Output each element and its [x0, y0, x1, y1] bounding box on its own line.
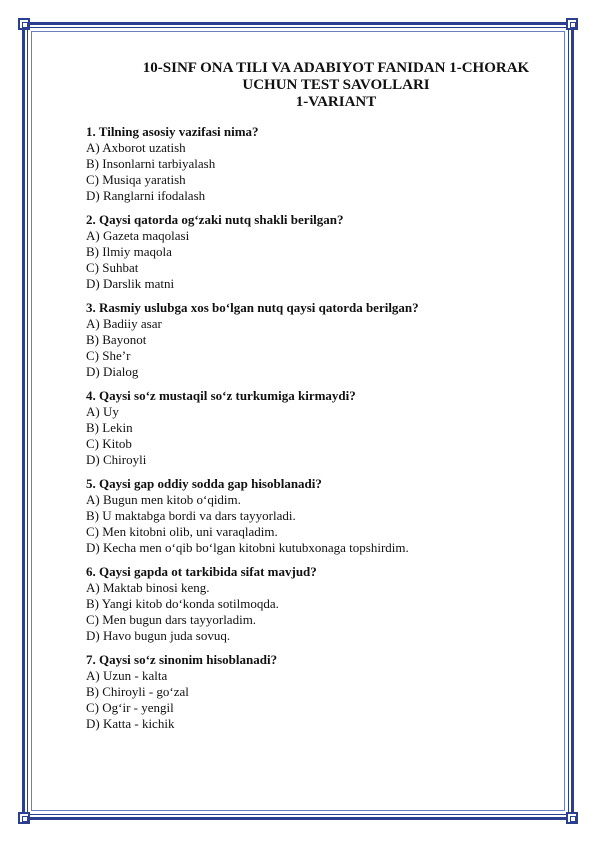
answer-option: A) Badiiy asar	[86, 316, 162, 331]
question-text: 4. Qaysi so‘z mustaqil so‘z turkumiga kirmaydi?	[86, 388, 356, 403]
title-line: UCHUN TEST SAVOLLARI	[242, 77, 430, 93]
answer-option: D) Kecha men o‘qib bo‘lgan kitobni kutubxonaga topshirdim.	[86, 540, 409, 555]
corner-ornament	[18, 18, 30, 30]
question-text: 1. Tilning asosiy vazifasi nima?	[86, 124, 259, 139]
answer-option: A) Bugun men kitob o‘qidim.	[86, 492, 241, 507]
question-text: 5. Qaysi gap oddiy sodda gap hisoblanadi?	[86, 476, 322, 491]
answer-option: A) Gazeta maqolasi	[86, 228, 190, 243]
corner-ornament	[18, 812, 30, 824]
answer-option: C) Musiqa yaratish	[86, 172, 186, 187]
answer-option: C) Og‘ir - yengil	[86, 700, 174, 715]
answer-option: D) Ranglarni ifodalash	[86, 188, 206, 203]
corner-ornament	[566, 812, 578, 824]
question-7	[86, 651, 546, 732]
answer-option: D) Katta - kichik	[86, 716, 175, 731]
answer-option: B) Chiroyli - go‘zal	[86, 684, 189, 699]
answer-option: A) Uzun - kalta	[86, 668, 168, 683]
title-line: 10-SINF ONA TILI VA ADABIYOT FANIDAN 1-CHORAK	[142, 60, 530, 76]
question-5	[86, 475, 546, 556]
answer-option: B) U maktabga bordi va dars tayyorladi.	[86, 508, 296, 523]
document-body	[86, 60, 546, 739]
title-line: 1-VARIANT	[295, 94, 377, 110]
answer-option: D) Chiroyli	[86, 452, 147, 467]
answer-option: B) Insonlarni tarbiyalash	[86, 156, 216, 171]
corner-ornament	[566, 18, 578, 30]
answer-option: C) She’r	[86, 348, 131, 363]
question-text: 3. Rasmiy uslubga xos bo‘lgan nutq qaysi qatorda berilgan?	[86, 300, 419, 315]
answer-option: B) Lekin	[86, 420, 133, 435]
question-4	[86, 387, 546, 468]
question-2	[86, 211, 546, 292]
answer-option: B) Yangi kitob do‘konda sotilmoqda.	[86, 596, 279, 611]
question-text: 7. Qaysi so‘z sinonim hisoblanadi?	[86, 652, 278, 667]
answer-option: C) Suhbat	[86, 260, 139, 275]
answer-option: D) Darslik matni	[86, 276, 175, 291]
answer-option: B) Bayonot	[86, 332, 147, 347]
answer-option: A) Axborot uzatish	[86, 140, 186, 155]
answer-option: C) Men bugun dars tayyorladim.	[86, 612, 257, 627]
question-6	[86, 563, 546, 644]
document-title	[86, 60, 546, 111]
answer-option: A) Uy	[86, 404, 119, 419]
question-1	[86, 123, 546, 204]
answer-option: C) Kitob	[86, 436, 132, 451]
question-text: 6. Qaysi gapda ot tarkibida sifat mavjud?	[86, 564, 317, 579]
answer-option: C) Men kitobni olib, uni varaqladim.	[86, 524, 278, 539]
answer-option: A) Maktab binosi keng.	[86, 580, 210, 595]
answer-option: B) Ilmiy maqola	[86, 244, 172, 259]
question-3	[86, 299, 546, 380]
answer-option: D) Dialog	[86, 364, 139, 379]
answer-option: D) Havo bugun juda sovuq.	[86, 628, 231, 643]
question-text: 2. Qaysi qatorda og‘zaki nutq shakli berilgan?	[86, 212, 344, 227]
